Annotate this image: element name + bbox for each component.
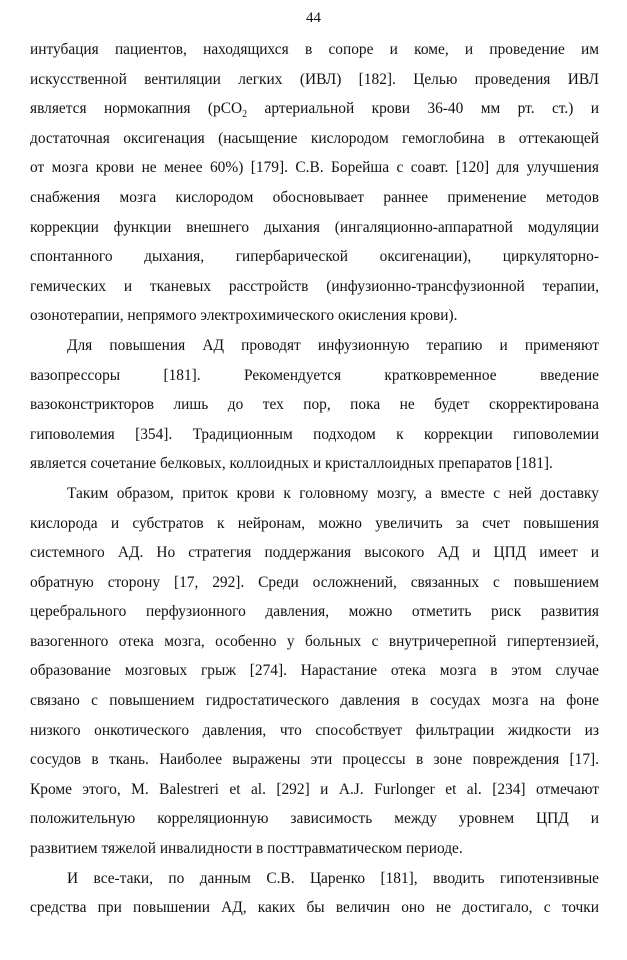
page-number: 44	[306, 10, 321, 26]
text-line: церебрального перфузионного давления, можно отметить риск развития	[30, 603, 599, 621]
text-line: связано с повышением гидростатического давления в сосудах мозга на фоне	[30, 692, 599, 710]
text-line: средства при повышении АД, каких бы величин оно не достигало, с точки	[30, 899, 599, 917]
text-line: кислорода и субстратов к нейронам, можно увеличить за счет повышения	[30, 514, 599, 532]
text-line: развитием тяжелой инвалидности в посттравматическом периоде.	[30, 840, 463, 858]
text-line: спонтанного дыхания, гипербарической оксигенации), циркуляторно-	[30, 248, 599, 266]
text-line: коррекции функции внешнего дыхания (ингаляционно-аппаратной модуляции	[30, 218, 599, 236]
text-line: гиповолемия [354]. Традиционным подходом к коррекции гиповолемии	[30, 425, 599, 443]
text-line: снабжения мозга кислородом обосновывает раннее применение методов	[30, 188, 599, 206]
text-line: вазоконстрикторов лишь до тех пор, пока не будет скорректирована	[30, 396, 599, 414]
text-line: Для повышения АД проводят инфузионную терапию и применяют	[67, 336, 599, 354]
text-line: низкого онкотического давления, что способствует фильтрации жидкости из	[30, 721, 599, 739]
text-line: гемических и тканевых расстройств (инфузионно-трансфузионной терапии,	[30, 277, 599, 295]
body-text	[30, 35, 599, 923]
text-line: И все-таки, по данным С.В. Царенко [181], вводить гипотензивные	[67, 869, 599, 887]
text-line: является сочетание белковых, коллоидных и кристаллоидных препаратов [181].	[30, 455, 553, 473]
text-line	[30, 94, 599, 124]
text-line: вазогенного отека мозга, особенно у больных с внутричерепной гипертензией,	[30, 632, 599, 650]
text-line: искусственной вентиляции легких (ИВЛ) [182]. Целью проведения ИВЛ	[30, 70, 599, 88]
text-line: достаточная оксигенация (насыщение кислородом гемоглобина в оттекающей	[30, 129, 599, 147]
text-line: интубация пациентов, находящихся в сопоре и коме, и проведение им	[30, 41, 599, 58]
text-line: обратную сторону [17, 292]. Среди осложнений, связанных с повышением	[30, 573, 599, 591]
text-line: Таким образом, приток крови к головному мозгу, а вместе с ней доставку	[67, 484, 599, 502]
text-line: Кроме этого, M. Balestreri et al. [292] и A.J. Furlonger et al. [234] отмечают	[30, 780, 599, 798]
text-fragment: артериальной крови 36-40 мм рт. ст.) и	[247, 100, 599, 118]
text-line: образование мозговых грыж [274]. Нарастание отека мозга в этом случае	[30, 662, 599, 680]
text-line: от мозга крови не менее 60%) [179]. С.В. Борейша с соавт. [120] для улучшения	[30, 159, 599, 177]
text-line: системного АД. Но стратегия поддержания высокого АД и ЦПД имеет и	[30, 544, 599, 562]
subscript: 2	[242, 109, 248, 121]
text-line: вазопрессоры [181]. Рекомендуется кратковременное введение	[30, 366, 599, 384]
text-line: озонотерапии, непрямого электрохимического окисления крови).	[30, 307, 458, 325]
text-line: положительную корреляционную зависимость между уровнем ЦПД и	[30, 810, 599, 828]
text-line: сосудов в ткань. Наиболее выражены эти процессы в зоне повреждения [17].	[30, 751, 599, 769]
text-fragment: является нормокапния (pCO	[30, 100, 243, 118]
